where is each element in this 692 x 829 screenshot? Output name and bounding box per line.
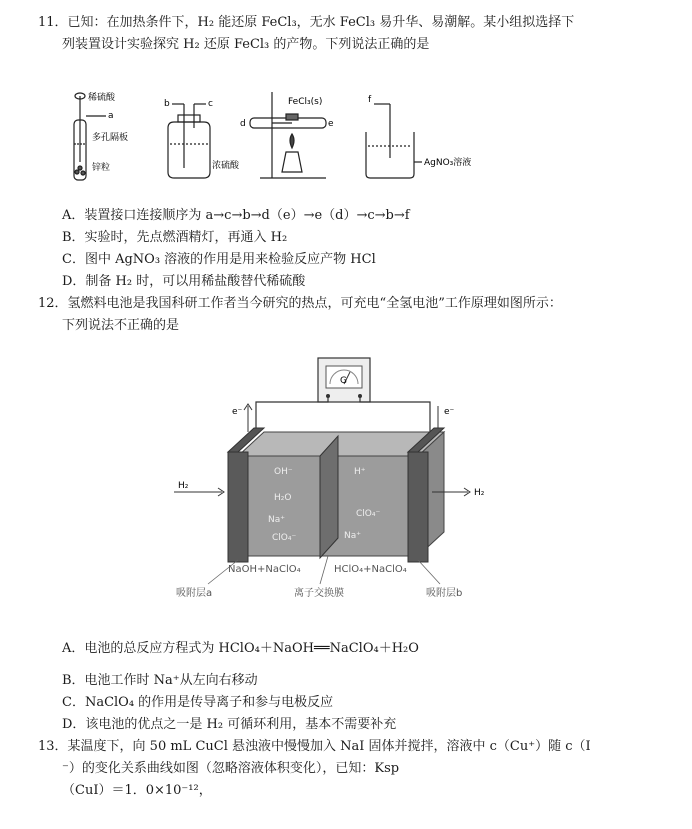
label-zinc: 锌粒 [92, 163, 111, 173]
q11-option-b: B．实验时，先点燃酒精灯，再通入 H₂ [62, 230, 288, 245]
ion-exchange-membrane [320, 436, 338, 558]
q13-stem-line3: （CuI）＝1．0×10⁻¹²， [62, 783, 212, 798]
q12-stem-line1: 12．氢燃料电池是我国科研工作者当今研究的热点，可充电“全氢电池”工作原理如图所示： [38, 296, 562, 311]
q12-battery-figure [168, 352, 508, 604]
adsorption-layer-b [408, 452, 428, 562]
q13-stem-line1: 13．某温度下，向 50 mL CuCl 悬浊液中慢慢加入 NaI 固体并搅拌，溶液中 c（Cu⁺）随 c（I [38, 739, 591, 754]
label-e: e [328, 119, 334, 129]
ion-h2o: H₂O [274, 493, 292, 503]
q11-option-c: C．图中 AgNO₃ 溶液的作用是用来检验反应产物 HCl [62, 252, 376, 267]
label-f: f [368, 95, 372, 105]
label-fecl3: FeCl₃(s) [288, 97, 323, 107]
right-solution-label: HClO₄+NaClO₄ [334, 564, 407, 575]
q11-option-a: A．装置接口连接顺序为 a→c→b→d（e）→e（d）→c→b→f [62, 208, 410, 223]
gas-washing-bottle [168, 104, 210, 178]
ion-na-right: Na⁺ [344, 531, 361, 541]
left-wire [256, 396, 328, 434]
ion-clo4-left: ClO₄⁻ [272, 533, 297, 543]
ion-h: H⁺ [354, 467, 366, 477]
label-b: b [164, 99, 170, 109]
q12-option-d: D．该电池的优点之一是 H₂ 可循环利用，基本不需要补充 [62, 717, 397, 732]
membrane-label: 离子交换膜 [294, 588, 344, 599]
electron-right-label: e⁻ [444, 407, 455, 417]
q12-option-a: A．电池的总反应方程式为 HClO₄＋NaOH══NaClO₄＋H₂O [62, 641, 419, 656]
adsorption-layer-a [228, 452, 248, 562]
silver-nitrate-beaker [366, 104, 422, 178]
label-porous-plate: 多孔隔板 [92, 133, 129, 143]
q12-option-b: B．电池工作时 Na⁺从左向右移动 [62, 673, 258, 688]
ion-na-left: Na⁺ [268, 515, 285, 525]
layer-a-label: 吸附层a [176, 588, 213, 599]
label-d: d [240, 119, 246, 129]
ion-clo4-right: ClO₄⁻ [356, 509, 381, 519]
label-conc-acid: 浓硫酸 [212, 161, 240, 171]
electron-left-label: e⁻ [232, 407, 243, 417]
label-a: a [108, 111, 114, 121]
label-agno3: AgNO₃溶液 [424, 158, 472, 168]
h2-in-label: H₂ [178, 481, 189, 491]
ion-oh: OH⁻ [274, 467, 293, 477]
layer-b-label: 吸附层b [426, 588, 463, 599]
q13-stem-line2: ⁻）的变化关系曲线如图（忽略溶液体积变化），已知：Ksp [62, 761, 400, 776]
label-dilute-acid: 稀硫酸 [88, 93, 116, 103]
q11-stem-line1: 11．已知：在加热条件下，H₂ 能还原 FeCl₃，无水 FeCl₃ 易升华、易潮解。某小组拟选择下 [38, 15, 575, 30]
q12-option-c: C．NaClO₄ 的作用是传导离子和参与电极反应 [62, 695, 334, 710]
right-wire [360, 396, 430, 434]
q11-option-d: D．制备 H₂ 时，可以用稀盐酸替代稀硫酸 [62, 274, 306, 289]
q11-apparatus-figure [60, 82, 500, 192]
label-c: c [208, 99, 213, 109]
q12-stem-line2: 下列说法不正确的是 [62, 318, 180, 333]
left-solution-label: NaOH+NaClO₄ [228, 564, 301, 575]
q11-stem-line2: 列装置设计实验探究 H₂ 还原 FeCl₃ 的产物。下列说法正确的是 [62, 37, 430, 52]
h2-out-label: H₂ [474, 488, 485, 498]
meter-g-label: G [340, 376, 347, 386]
